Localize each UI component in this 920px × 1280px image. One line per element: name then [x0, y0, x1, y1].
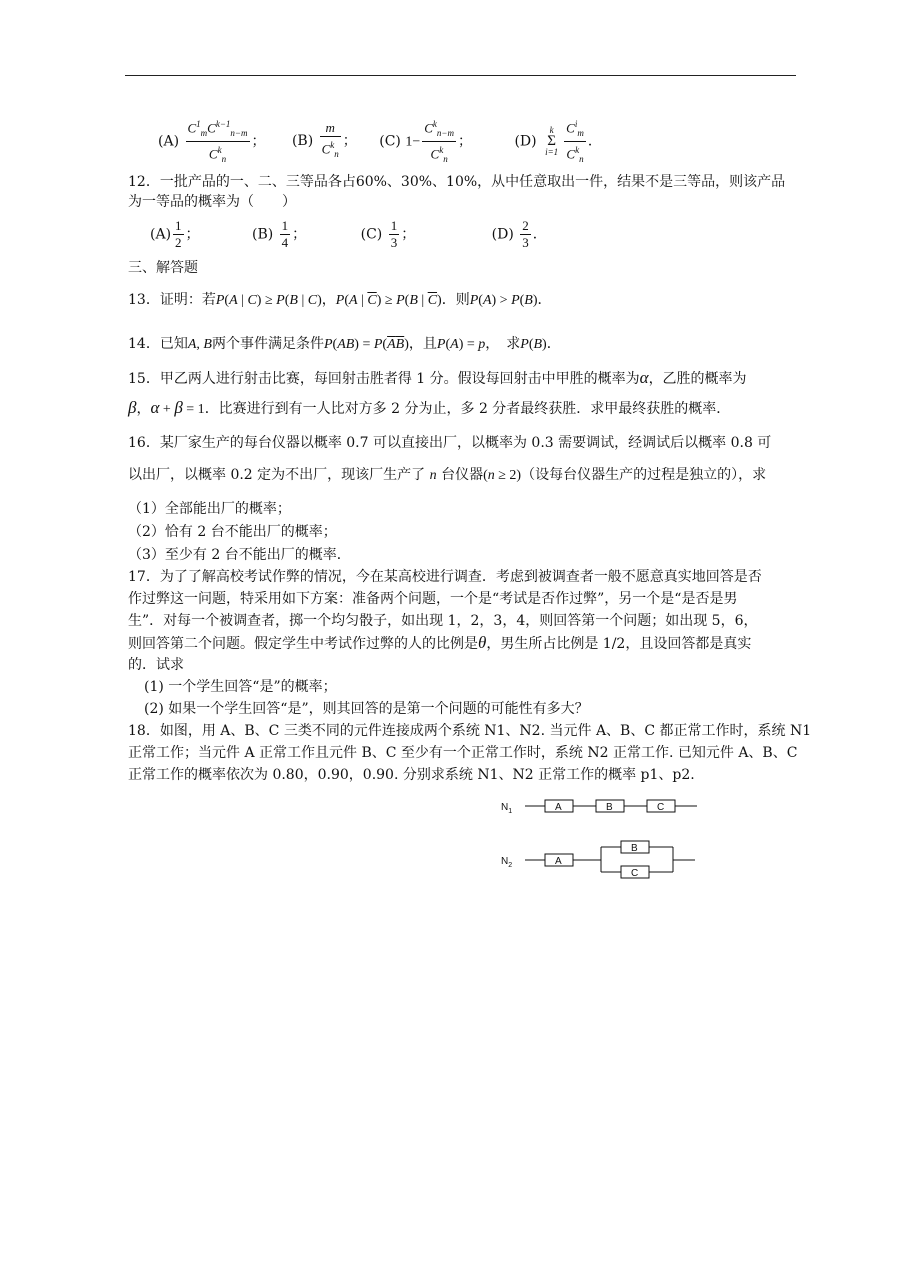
q16-sub3: （3）至少有 2 台不能出厂的概率．: [128, 547, 351, 563]
fraction: $\frac{2}{3}$: [522, 218, 529, 250]
n1-label-a: A: [555, 802, 562, 813]
n2-label-c: C: [631, 868, 639, 879]
option-label: (C): [360, 226, 383, 243]
q15-line2: β，α + β = 1．比赛进行到有一人比对方多 2 分为止，多 2 分者最终获胜．求甲最终获胜的概率．: [128, 398, 731, 417]
n1-label-c: C: [657, 802, 665, 813]
fraction: $\frac{C^i_m}{C^k_n}$: [564, 116, 586, 167]
q16-line2: 以出厂，以概率 0.2 定为不出厂，现该厂生产了 n 台仪器(n ≥ 2)（设每台仪器生产的过程是独立的），求: [128, 467, 767, 483]
n1-label-b: B: [606, 802, 613, 813]
q17-line5: 的．试求: [128, 657, 184, 673]
q16-sub2: （2）恰有 2 台不能出厂的概率；: [128, 524, 337, 540]
q11-options: [158, 116, 602, 167]
q12-options: [150, 218, 547, 251]
option-label: (D): [491, 226, 514, 243]
n2-label-b: B: [631, 843, 638, 854]
n2-label: $N_2$: [501, 856, 513, 869]
circuit-diagram: [495, 790, 710, 885]
one-minus: 1−: [405, 134, 421, 150]
q12-option-d: (D) $\frac{2}{3}$ ．: [491, 218, 547, 250]
q17-line1: 17．为了了解高校考试作弊的情况，今在某高校进行调查．考虑到被调查者一般不愿意真实地回答是否: [128, 569, 762, 585]
q11-option-c: (C) 1− $\frac{C^k_{n-m}}{C^k_n}$ ；: [379, 116, 472, 167]
q18-line1: 18．如图，用 A、B、C 三类不同的元件连接成两个系统 N1、N2. 当元件 A、B、C 都正常工作时，系统 N1: [128, 723, 812, 739]
fraction: $\frac{1}{2}$: [175, 218, 182, 250]
q12-line2: 为一等品的概率为（ ）: [128, 194, 296, 210]
q12-line1: 12．一批产品的一、二、三等品各占60%、30%、10%，从中任意取出一件，结果不是三等品，则该产品: [128, 174, 786, 190]
fraction: $\frac{C^k_{n-m}}{C^k_n}$: [422, 116, 456, 167]
n1-label: $N_1$: [501, 802, 513, 815]
fraction: $\frac{1}{4}$: [281, 218, 289, 250]
q13: 13．证明：若P(A | C) ≥ P(B | C)，P(A | $\overline{C}) \ge P(B$ | $\overline{C}$)．则P(A) > P(B)．: [128, 292, 552, 308]
q16-sub1: （1）全部能出厂的概率；: [128, 501, 291, 517]
q15-line1: 15．甲乙两人进行射击比赛，每回射击胜者得 1 分。假设每回射击中甲胜的概率为α，乙胜的概率为: [128, 368, 747, 387]
option-label: (D): [514, 133, 537, 150]
q16-line1: 16．某厂家生产的每台仪器以概率 0.7 可以直接出厂，以概率为 0.3 需要调试，经调试后以概率 0.8 可: [128, 435, 772, 451]
fraction: $\frac{C^1_mC^{k-1}_{n-m}}{C^k_n}$: [186, 116, 250, 167]
q12-option-c: (C) $\frac{1}{3}$ ；: [360, 218, 416, 250]
option-label: (A): [158, 133, 180, 150]
q17-line4: 则回答第二个问题。假定学生中考试作过弊的人的比例是θ，男生所占比例是 1/2，且设回答都是真实: [128, 633, 752, 652]
fraction: $\frac{1}{3}$: [390, 218, 398, 250]
q17-line2: 作过弊这一问题，特采用如下方案：准备两个问题，一个是“考试是否作过弊”，另一个是“是否是男: [128, 591, 738, 607]
q18-line2: 正常工作；当元件 A 正常工作且元件 B、C 至少有一个正常工作时，系统 N2 正常工作. 已知元件 A、B、C: [128, 745, 798, 761]
sum-symbol: k Σ i=1: [545, 124, 559, 157]
option-label: (B): [291, 133, 314, 150]
q12-option-b: (B) $\frac{1}{4}$ ；: [252, 218, 307, 250]
fraction: $\frac{m}{C^k_n}$: [321, 120, 339, 160]
q18-line3: 正常工作的概率依次为 0.80，0.90，0.90. 分别求系统 N1、N2 正常工作的概率 p1、p2.: [128, 767, 695, 783]
option-label: (C): [379, 133, 401, 150]
q17-line3: 生”．对每一个被调查者，掷一个均匀骰子，如出现 1，2，3，4，则回答第一个问题；如出现 5，6，: [128, 613, 758, 629]
q12-option-a: (A) $\frac{1}{2}$ ；: [150, 218, 200, 250]
option-label: (B): [252, 226, 274, 243]
option-label: (A): [150, 226, 172, 243]
q11-option-d: (D) k Σ i=1 $\frac{C^i_m}{C^k_n}$ ．: [514, 116, 601, 167]
q14: 14．已知A, B两个事件满足条件$P(AB) = P(\overline{A}\overline{B})$，且P(A) = p， 求P(B)．: [128, 336, 561, 352]
q17-sub2: (2) 如果一个学生回答“是”，则其回答的是第一个问题的可能性有多大？: [144, 701, 589, 717]
section-heading: 三、解答题: [128, 260, 198, 276]
q11-option-b: (B) $\frac{m}{C^k_n}$ ；: [292, 120, 357, 162]
q17-sub1: (1) 一个学生回答“是”的概率；: [144, 679, 337, 695]
n2-label-a: A: [555, 856, 562, 867]
q11-option-a: (A) $\frac{C^1_mC^{k-1}_{n-m}}{C^k_n}$ ；: [158, 116, 266, 167]
header-rule: [125, 75, 796, 76]
